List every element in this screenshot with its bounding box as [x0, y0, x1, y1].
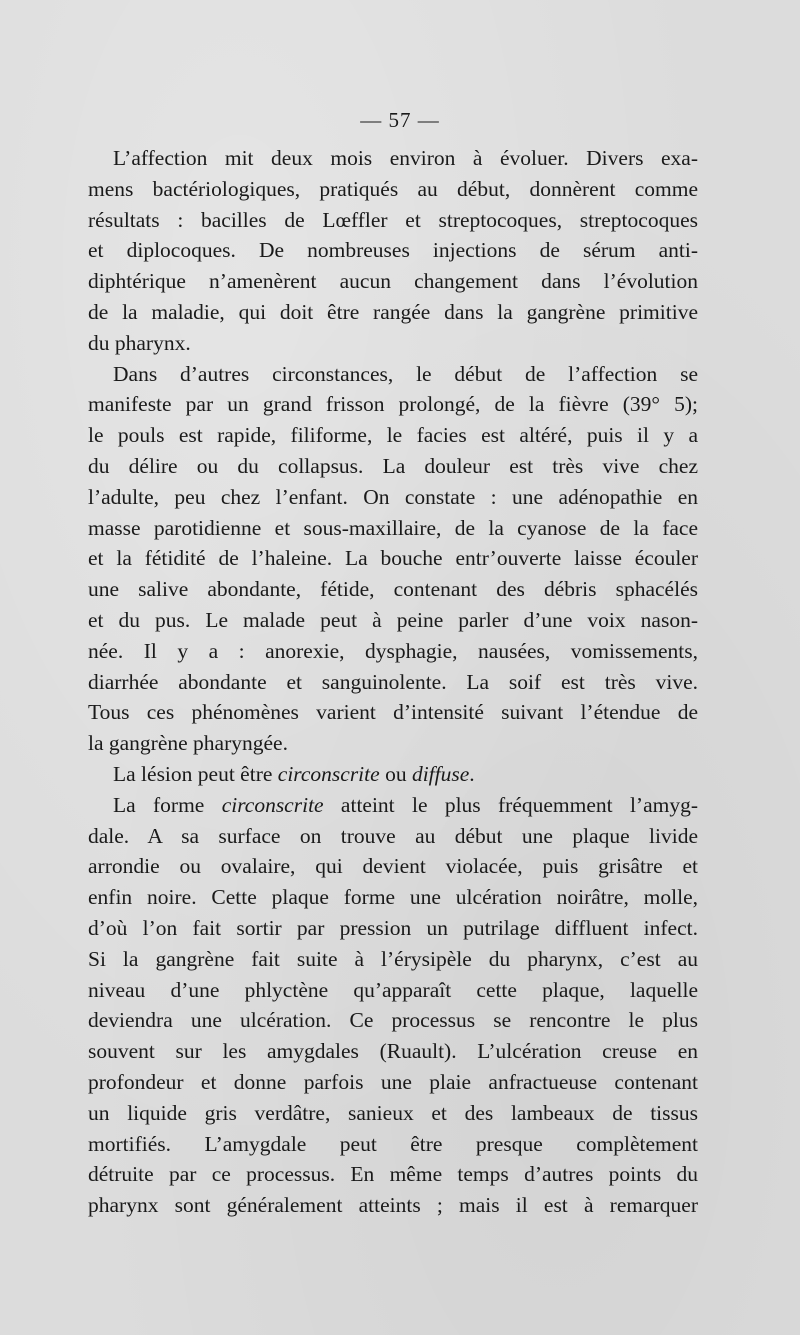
- text-line: manifeste par un grand frisson prolongé, de la fièvre (39° 5);: [88, 392, 698, 417]
- text-line: de la maladie, qui doit être rangée dans la gangrène primitive: [88, 299, 698, 324]
- page-number: — 57 —: [360, 108, 440, 132]
- text-line: niveau d’une phlyctène qu’apparaît cette plaque, laquelle: [88, 977, 698, 1002]
- text-line: et du pus. Le malade peut à peine parler d’une voix nason-: [88, 607, 698, 632]
- text-line: mens bactériologiques, pratiqués au début, donnèrent comme: [88, 176, 698, 201]
- text-line: L’affection mit deux mois environ à évoluer. Divers exa-: [113, 146, 698, 170]
- text-line: d’où l’on fait sortir par pression un putrilage diffluent infect.: [88, 915, 698, 940]
- text-line: Dans d’autres circonstances, le début de l’affection se: [113, 361, 698, 386]
- text-run: La forme: [113, 792, 222, 817]
- text-line: arrondie ou ovalaire, qui devient violacée, puis grisâtre et: [88, 854, 698, 879]
- text-line: et diplocoques. De nombreuses injections de sérum anti-: [88, 238, 698, 263]
- text-line: pharynx sont généralement atteints ; mais il est à remarquer: [88, 1193, 698, 1218]
- text-line: deviendra une ulcération. Ce processus se rencontre le plus: [88, 1008, 698, 1033]
- text-run: ou: [379, 761, 412, 786]
- paragraph-1: [88, 143, 698, 359]
- paragraph-4: [88, 790, 698, 1221]
- text-run: La lésion peut être: [113, 761, 278, 786]
- text-line: résultats : bacilles de Lœffler et streptocoques, streptocoques: [88, 207, 698, 232]
- body-text: [88, 143, 698, 1221]
- text-line: diarrhée abondante et sanguinolente. La soif est très vive.: [88, 669, 698, 694]
- text-line: l’adulte, peu chez l’enfant. On constate : une adénopathie en: [88, 484, 698, 509]
- text-line: Tous ces phénomènes varient d’intensité suivant l’étendue de: [88, 700, 698, 725]
- italic-term: circonscrite: [221, 792, 324, 817]
- text-line: mortifiés. L’amygdale peut être presque complètement: [88, 1131, 698, 1156]
- text-line: détruite par ce processus. En même temps d’autres points du: [88, 1162, 698, 1187]
- italic-term: circonscrite: [277, 761, 380, 786]
- paragraph-2: [88, 359, 698, 759]
- text-line: [88, 759, 698, 790]
- text-line: née. Il y a : anorexie, dysphagie, nausées, vomissements,: [88, 638, 698, 663]
- text-run: atteint le plus fréquemment l’amyg-: [323, 792, 699, 817]
- text-line: du pharynx.: [88, 330, 191, 355]
- text-run: .: [469, 761, 475, 786]
- text-line: profondeur et donne parfois une plaie anfractueuse contenant: [88, 1069, 698, 1094]
- text-line: du délire ou du collapsus. La douleur est très vive chez: [88, 453, 698, 478]
- text-line: masse parotidienne et sous-maxillaire, de la cyanose de la face: [88, 515, 698, 540]
- text-line: le pouls est rapide, filiforme, le facies est altéré, puis il y a: [88, 423, 698, 448]
- text-line: et la fétidité de l’haleine. La bouche entr’ouverte laisse écouler: [88, 546, 698, 571]
- text-line: Si la gangrène fait suite à l’érysipèle du pharynx, c’est au: [88, 946, 698, 971]
- text-line: diphtérique n’amenèrent aucun changement dans l’évolution: [88, 269, 698, 294]
- text-line: dale. A sa surface on trouve au début une plaque livide: [88, 823, 698, 848]
- italic-term: diffuse: [411, 761, 470, 786]
- text-line: [88, 790, 698, 821]
- text-line: souvent sur les amygdales (Ruault). L’ulcération creuse en: [88, 1039, 698, 1064]
- text-line: un liquide gris verdâtre, sanieux et des lambeaux de tissus: [88, 1100, 698, 1125]
- text-line: enfin noire. Cette plaque forme une ulcération noirâtre, molle,: [88, 885, 698, 910]
- text-line: une salive abondante, fétide, contenant des débris sphacélés: [88, 577, 698, 602]
- text-line: la gangrène pharyngée.: [88, 731, 288, 756]
- paragraph-3: [88, 759, 698, 790]
